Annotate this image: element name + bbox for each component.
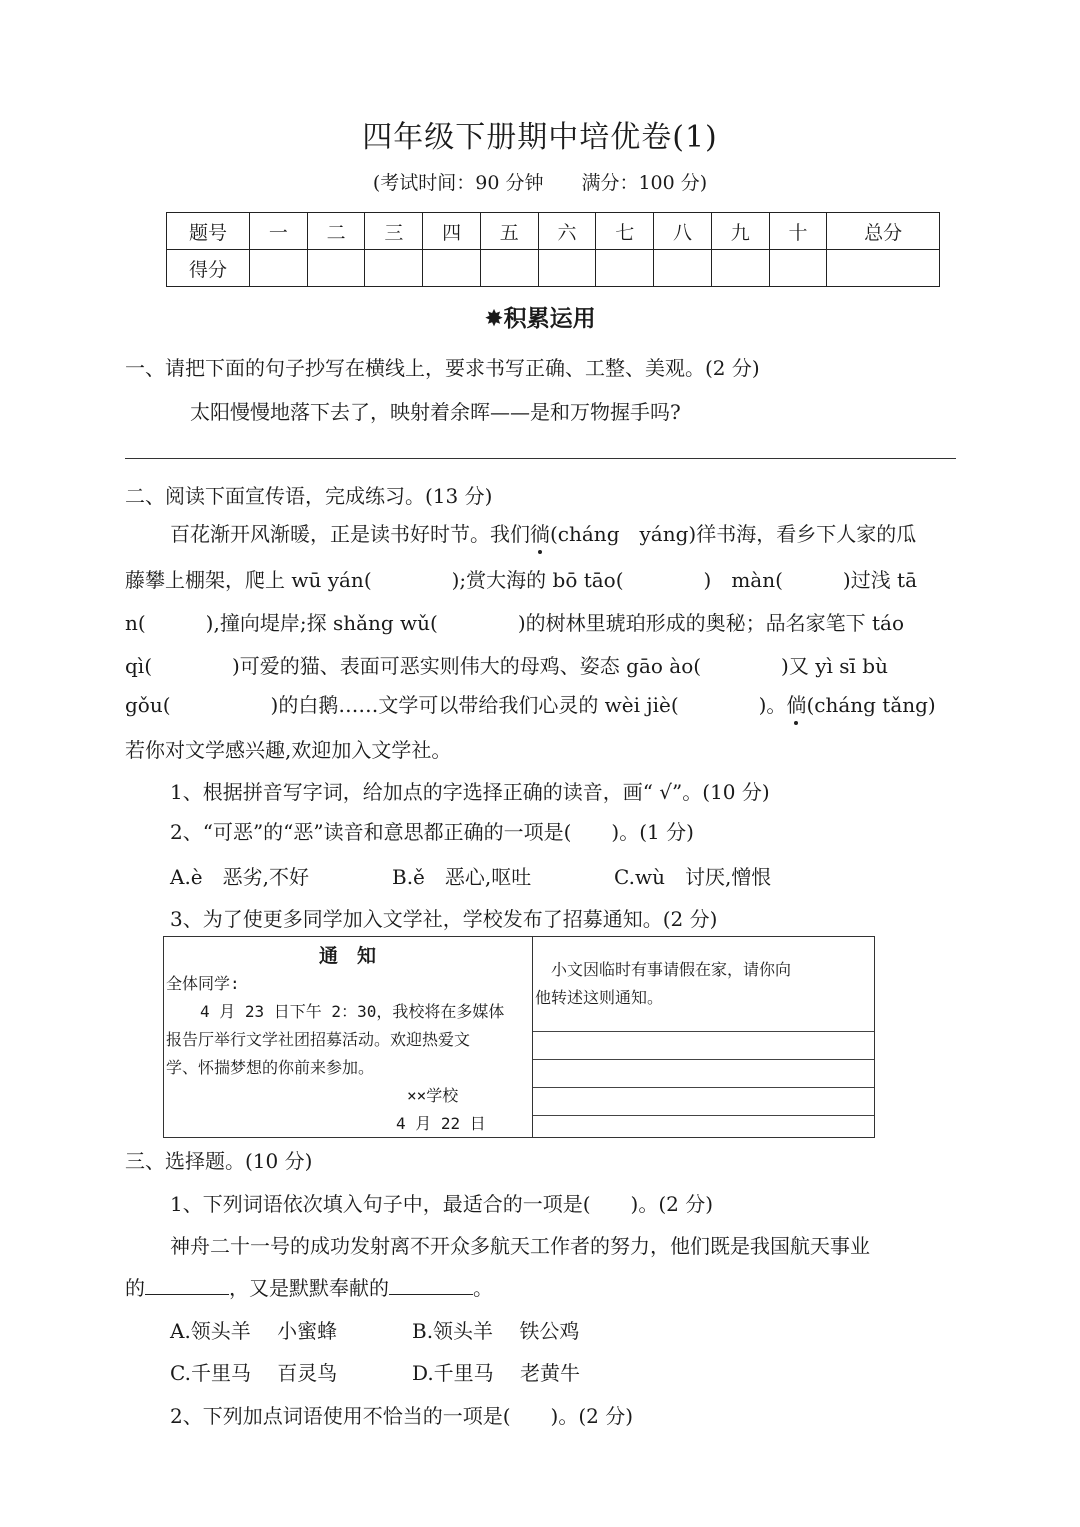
fill-sentence-line: 神舟二十一号的成功发射离不开众多航天工作者的努力，他们既是我国航天事业 <box>170 1234 870 1258</box>
answer-line <box>533 1115 874 1116</box>
score-cell <box>654 250 712 287</box>
page-title: 四年级下册期中培优卷(1) <box>362 120 718 155</box>
notice-body-line: 4 月 23 日下午 2：30，我校将在多媒体 <box>184 1002 505 1021</box>
score-table <box>166 212 940 287</box>
score-cell <box>480 250 538 287</box>
question-3-sub-2: 2、下列加点词语使用不恰当的一项是( )。(2 分) <box>170 1404 634 1428</box>
dotted-character: 徜 <box>530 522 550 546</box>
notice-body-line: 报告厅举行文学社团招募活动。欢迎热爱文 <box>166 1030 471 1049</box>
column-header: 七 <box>596 213 654 250</box>
answer-blank <box>145 1276 229 1295</box>
question-3-prompt: 三、选择题。(10 分) <box>125 1149 313 1173</box>
column-header: 六 <box>538 213 596 250</box>
passage-line: 藤攀上棚架，爬上 wū yán( );赏大海的 bō tāo( ) màn( )过浅 tā <box>125 568 918 592</box>
passage-line: 若你对文学感兴趣,欢迎加入文学社。 <box>125 738 452 762</box>
option-d: D.千里马 老黄牛 <box>412 1361 581 1385</box>
column-header: 九 <box>711 213 769 250</box>
passage-text: 百花渐开风渐暖，正是读书好时节。我们 <box>170 522 530 546</box>
sentence-text: 的 <box>125 1276 145 1300</box>
score-cell <box>307 250 365 287</box>
score-cell <box>423 250 481 287</box>
question-3-sub-1: 1、下列词语依次填入句子中，最适合的一项是( )。(2 分) <box>170 1192 714 1216</box>
question-2-sub-2: 2、“可恶”的“恶”读音和意思都正确的一项是( )。(1 分) <box>170 820 694 844</box>
score-cell <box>827 250 940 287</box>
notice-body-line: 学、怀揣梦想的你前来参加。 <box>166 1058 375 1077</box>
score-table-header-row <box>167 213 940 250</box>
question-2-prompt: 二、阅读下面宣传语，完成练习。(13 分) <box>125 484 493 508</box>
column-header: 五 <box>480 213 538 250</box>
passage-line: qì( )可爱的猫、表面可恶实则伟大的母鸡、姿态 gāo ào( )又 yì sī bù <box>125 654 888 678</box>
question-1-sentence: 太阳慢慢地落下去了，映射着余晖——是和万物握手吗? <box>190 400 681 424</box>
column-header: 三 <box>365 213 423 250</box>
notice-box <box>163 936 875 1138</box>
answer-blank <box>389 1276 473 1295</box>
section-title: 积累运用 <box>503 306 596 332</box>
passage-text: (cháng yáng)徉书海，看乡下人家的瓜 <box>550 522 917 546</box>
score-cell <box>250 250 308 287</box>
question-2-sub-3: 3、为了使更多同学加入文学社，学校发布了招募通知。(2 分) <box>170 907 718 931</box>
score-cell <box>365 250 423 287</box>
column-header: 八 <box>654 213 712 250</box>
score-cell <box>711 250 769 287</box>
option-b: B.领头羊 铁公鸡 <box>412 1319 580 1343</box>
option-c: C.千里马 百灵鸟 <box>170 1361 338 1385</box>
task-text-line: 小文因临时有事请假在家，请你向 <box>535 960 792 979</box>
answer-line <box>533 1059 874 1060</box>
exam-info: (考试时间：90 分钟 满分：100 分) <box>372 172 708 194</box>
column-header: 二 <box>307 213 365 250</box>
passage-text: (cháng tǎng) <box>806 693 936 717</box>
notice-recipient: 全体同学: <box>166 974 240 993</box>
option-b: B.ě 恶心,呕吐 <box>392 865 532 889</box>
passage-line <box>170 518 916 547</box>
column-header: 十 <box>769 213 827 250</box>
option-a: A.è 恶劣,不好 <box>170 865 309 889</box>
notice-signer: ××学校 <box>407 1086 459 1105</box>
score-cell <box>769 250 827 287</box>
option-a: A.领头羊 小蜜蜂 <box>170 1319 338 1343</box>
column-header: 四 <box>423 213 481 250</box>
column-header: 一 <box>250 213 308 250</box>
section-heading <box>0 300 1080 333</box>
task-text-line: 他转述这则通知。 <box>535 988 664 1007</box>
sunburst-icon: ✸ <box>484 306 504 332</box>
question-2-sub-1: 1、根据拼音写字词，给加点的字选择正确的读音，画“ √”。(10 分) <box>170 780 770 804</box>
retell-task-panel <box>533 937 874 1137</box>
question-1-prompt: 一、请把下面的句子抄写在横线上，要求书写正确、工整、美观。(2 分) <box>125 356 760 380</box>
copy-answer-line <box>125 458 956 459</box>
fill-sentence-line <box>125 1272 493 1301</box>
score-cell <box>596 250 654 287</box>
passage-text: gǒu( )的白鹅……文学可以带给我们心灵的 wèi jiè( )。 <box>125 693 787 717</box>
score-cell <box>538 250 596 287</box>
row-label-question: 题号 <box>167 213 250 250</box>
passage-line: n( ),撞向堤岸;探 shǎng wǔ( )的树林里琥珀形成的奥秘；品名家笔下 táo <box>125 611 905 635</box>
option-c: C.wù 讨厌,憎恨 <box>614 865 772 889</box>
answer-line <box>533 1087 874 1088</box>
dotted-character: 倘 <box>786 693 807 717</box>
passage-line <box>125 689 936 718</box>
score-table-score-row <box>167 250 940 287</box>
sentence-text: 。 <box>473 1276 493 1300</box>
notice-heading: 通 知 <box>319 945 377 967</box>
sentence-text: ，又是默默奉献的 <box>229 1276 389 1300</box>
notice-date: 4 月 22 日 <box>396 1114 486 1133</box>
answer-line <box>533 1031 874 1032</box>
column-header: 总分 <box>827 213 940 250</box>
notice-panel <box>164 937 533 1137</box>
row-label-score: 得分 <box>167 250 250 287</box>
